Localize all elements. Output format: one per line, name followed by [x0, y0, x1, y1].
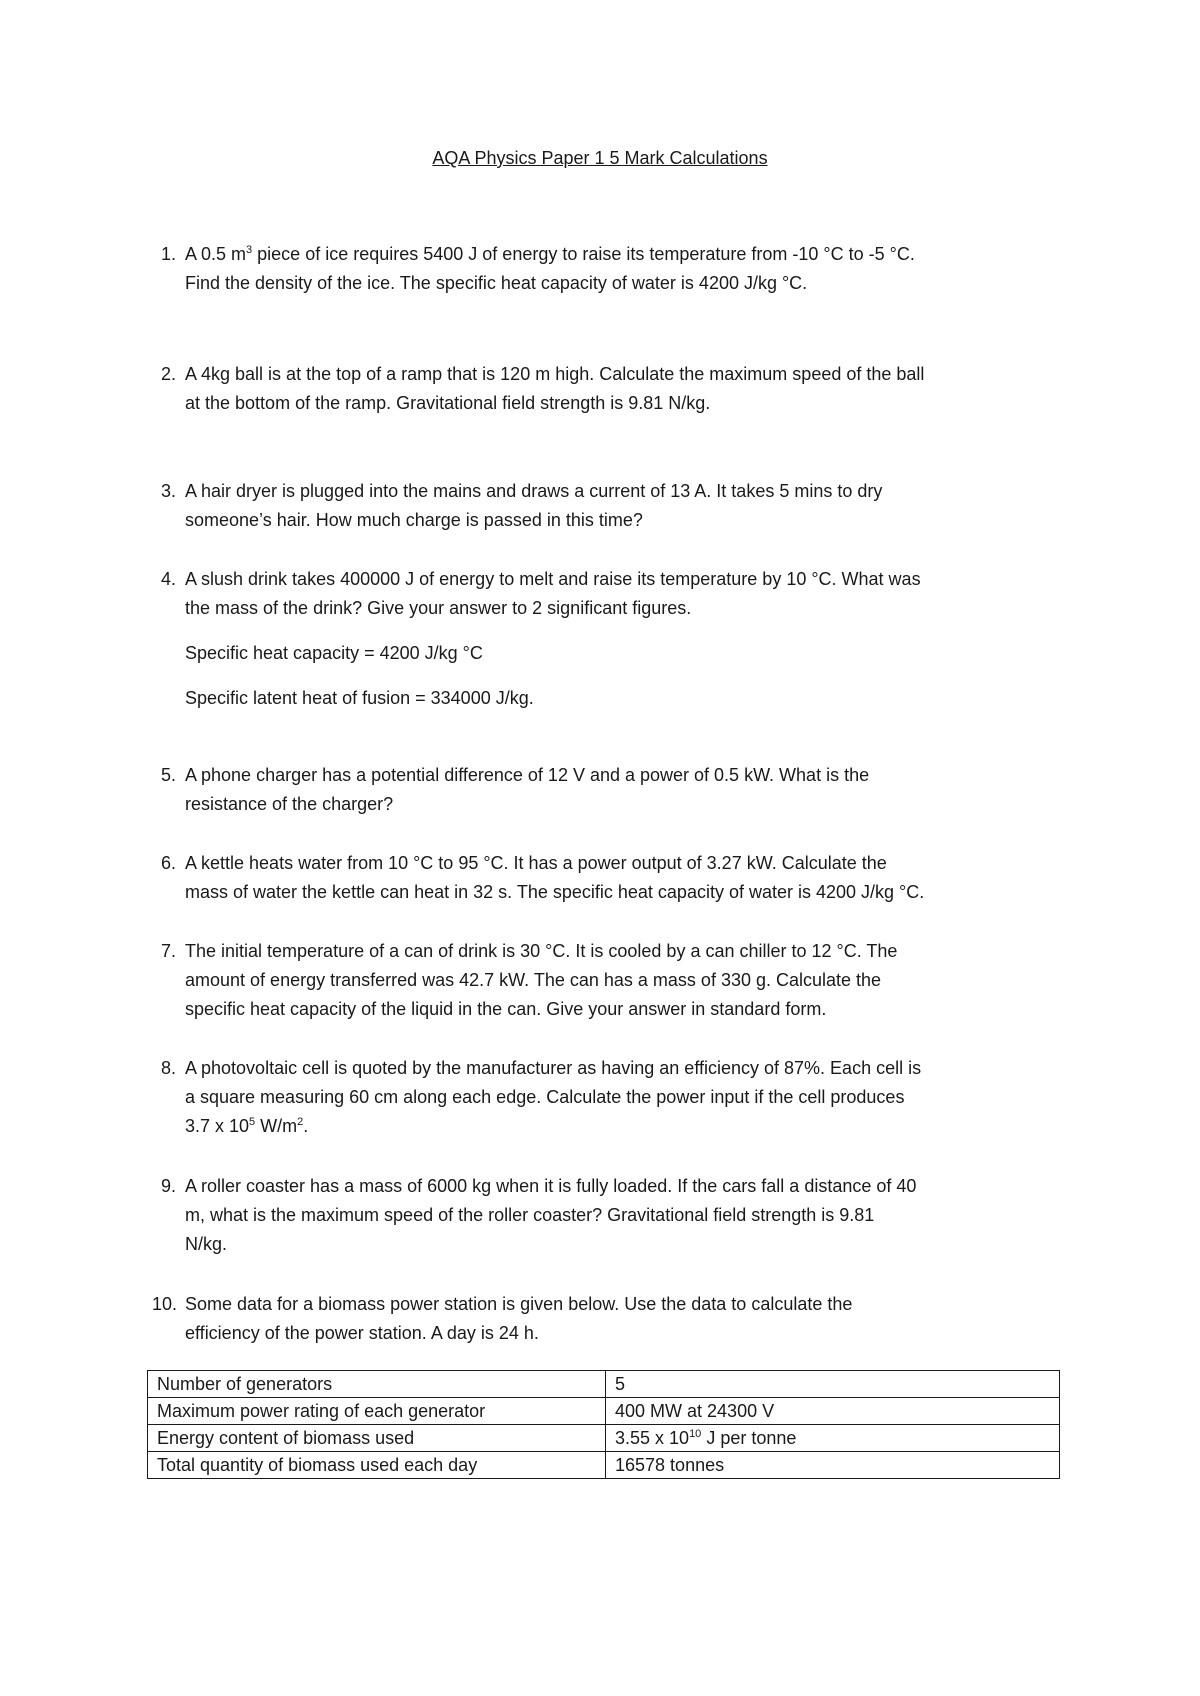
question-text: A kettle heats water from 10 °C to 95 °C. It has a power output of 3.27 kW. Calculate the [185, 853, 887, 873]
question-text: A roller coaster has a mass of 6000 kg when it is fully loaded. If the cars fall a distance of 40 [185, 1176, 917, 1196]
question-number: 9. [161, 1176, 177, 1196]
question-text: efficiency of the power station. A day is 24 h. [185, 1323, 539, 1343]
question-text: amount of energy transferred was 42.7 kW. The can has a mass of 330 g. Calculate the [185, 970, 882, 990]
question-text: Some data for a biomass power station is given below. Use the data to calculate the [185, 1294, 853, 1314]
question-data: Specific heat capacity = 4200 J/kg °C [185, 643, 483, 663]
question-text: A 0.5 $m^3$ piece of ice requires 5400 J of energy to raise its temperature from -10 °C to -5 °C. [185, 244, 915, 264]
question-number: 3. [161, 481, 177, 501]
question-2 [161, 360, 1065, 418]
question-number: 7. [161, 941, 177, 961]
question-number: 8. [161, 1058, 177, 1078]
question-text: m, what is the maximum speed of the roller coaster? Gravitational field strength is 9.81 [185, 1205, 875, 1225]
question-7 [161, 937, 1065, 1024]
question-4 [161, 565, 1065, 713]
question-number: 1. [161, 244, 177, 264]
table-cell-value: 16578 tonnes [606, 1452, 1060, 1479]
question-data: Specific latent heat of fusion = 334000 J/kg. [185, 688, 534, 708]
question-text: at the bottom of the ramp. Gravitational field strength is 9.81 N/kg. [185, 393, 711, 413]
question-10 [152, 1290, 1065, 1348]
question-number: 2. [161, 364, 177, 384]
question-text: N/kg. [185, 1234, 228, 1254]
table-cell-value: 400 MW at 24300 V [606, 1398, 1060, 1425]
table-cell-label: Total quantity of biomass used each day [148, 1452, 606, 1479]
table-cell-value: 3.55 x $10^{10}$ J per tonne [606, 1425, 1060, 1452]
table-cell-label: Energy content of biomass used [148, 1425, 606, 1452]
table-row [148, 1425, 1060, 1452]
table-cell-label: Number of generators [148, 1371, 606, 1398]
table-row [148, 1371, 1060, 1398]
question-number: 4. [161, 569, 177, 589]
question-text: the mass of the drink? Give your answer to 2 significant figures. [185, 598, 692, 618]
question-text: 3.7 x $10^5$ $W/m^2$. [185, 1116, 309, 1136]
question-6 [161, 849, 1065, 907]
question-text: A slush drink takes 400000 J of energy to melt and raise its temperature by 10 °C. What was [185, 569, 921, 589]
page-title: AQA Physics Paper 1 5 Mark Calculations [432, 148, 768, 168]
question-text: a square measuring 60 cm along each edge. Calculate the power input if the cell produces [185, 1087, 905, 1107]
question-text: resistance of the charger? [185, 794, 394, 814]
question-1 [161, 240, 1065, 298]
table-row [148, 1398, 1060, 1425]
question-5 [161, 761, 1065, 819]
question-9 [161, 1172, 1065, 1259]
table-cell-value: 5 [606, 1371, 1060, 1398]
question-text: specific heat capacity of the liquid in the can. Give your answer in standard form. [185, 999, 827, 1019]
question-text: Find the density of the ice. The specific heat capacity of water is 4200 J/kg °C. [185, 273, 808, 293]
table-row [148, 1452, 1060, 1479]
question-text: someone’s hair. How much charge is passed in this time? [185, 510, 643, 530]
question-text: mass of water the kettle can heat in 32 s. The specific heat capacity of water is 4200 J/kg °C. [185, 882, 925, 902]
table-cell-label: Maximum power rating of each generator [148, 1398, 606, 1425]
question-text: A phone charger has a potential difference of 12 V and a power of 0.5 kW. What is the [185, 765, 870, 785]
question-number: 6. [161, 853, 177, 873]
biomass-data-table [147, 1370, 1060, 1479]
question-text: A photovoltaic cell is quoted by the manufacturer as having an efficiency of 87%. Each cell is [185, 1058, 922, 1078]
question-text: A hair dryer is plugged into the mains and draws a current of 13 A. It takes 5 mins to dry [185, 481, 883, 501]
question-3 [161, 477, 1065, 535]
question-number: 5. [161, 765, 177, 785]
question-text: The initial temperature of a can of drink is 30 °C. It is cooled by a can chiller to 12 °C. The [185, 941, 898, 961]
question-number: 10. [152, 1294, 178, 1314]
question-8 [161, 1054, 1065, 1141]
question-text: A 4kg ball is at the top of a ramp that is 120 m high. Calculate the maximum speed of the ball [185, 364, 925, 384]
